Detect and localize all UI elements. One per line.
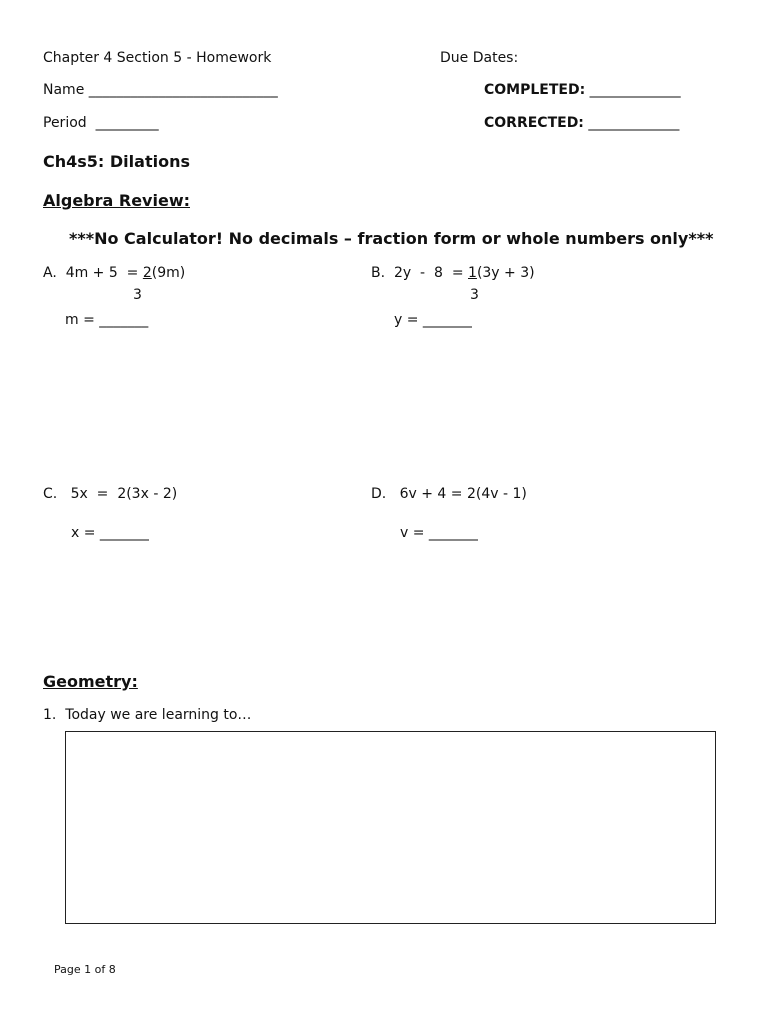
question-1-number: 1.	[43, 707, 57, 723]
period-blank: _________	[95, 115, 159, 131]
name-row	[43, 82, 278, 98]
corrected-label: CORRECTED:	[484, 115, 584, 131]
problem-a-answer: m = _______	[65, 312, 149, 328]
problem-a-numerator: 2	[142, 265, 152, 281]
problem-c-letter: C.	[43, 486, 58, 502]
problem-b-lhs: 2y - 8 =	[393, 265, 469, 281]
page-title: Ch4s5: Dilations	[43, 152, 190, 171]
question-1-text: Today we are learning to…	[65, 707, 252, 723]
problem-b-rhs: (3y + 3)	[476, 265, 535, 281]
problem-a-rhs: (9m)	[151, 265, 186, 281]
question-1-answer-box[interactable]	[65, 731, 716, 924]
problem-b	[371, 265, 535, 281]
name-label: Name	[43, 82, 85, 98]
problem-d-equation: 6v + 4 = 2(4v - 1)	[399, 486, 527, 502]
problem-d-answer: v = _______	[400, 525, 478, 541]
name-blank: ___________________________	[88, 82, 278, 98]
algebra-heading: Algebra Review:	[43, 191, 190, 210]
problem-d	[371, 486, 527, 502]
problem-a	[43, 265, 185, 281]
problem-b-numerator: 1	[468, 265, 477, 281]
problem-c-equation: 5x = 2(3x - 2)	[70, 486, 178, 502]
geometry-heading: Geometry:	[43, 672, 138, 691]
chapter-label: Chapter 4 Section 5 - Homework	[43, 50, 272, 66]
completed-row	[484, 82, 681, 98]
problem-a-denominator: 3	[133, 287, 142, 303]
problem-b-answer: y = _______	[394, 312, 472, 328]
problem-a-lhs: 4m + 5 =	[65, 265, 143, 281]
problem-c	[43, 486, 177, 502]
completed-blank: _____________	[589, 82, 681, 98]
corrected-row	[484, 115, 679, 131]
corrected-blank: _____________	[588, 115, 680, 131]
problem-b-denominator: 3	[470, 287, 479, 303]
period-label: Period	[43, 115, 87, 131]
period-row	[43, 115, 159, 131]
question-1	[43, 707, 251, 723]
problem-c-answer: x = _______	[71, 525, 149, 541]
algebra-instructions: ***No Calculator! No decimals – fraction form or whole numbers only***	[69, 229, 714, 248]
due-dates-label: Due Dates:	[440, 50, 519, 66]
page-number: Page 1 of 8	[54, 963, 116, 976]
problem-b-letter: B.	[371, 265, 386, 281]
completed-label: COMPLETED:	[484, 82, 586, 98]
problem-d-letter: D.	[371, 486, 387, 502]
problem-a-letter: A.	[43, 265, 57, 281]
